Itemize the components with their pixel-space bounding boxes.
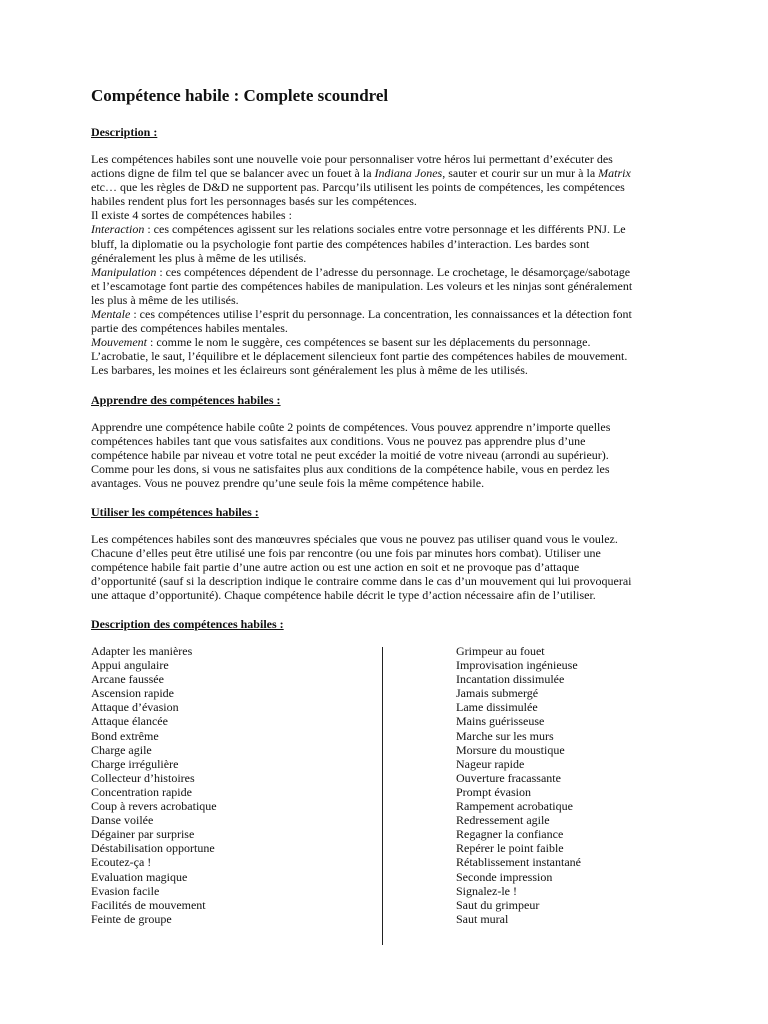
skill-item: Charge irrégulière	[91, 756, 179, 771]
skill-item: Signalez-le !	[456, 883, 517, 898]
skill-item: Feinte de groupe	[91, 911, 172, 926]
skill-item: Déstabilisation opportune	[91, 841, 215, 856]
text-line: partie des compétences habiles mentales.	[91, 321, 288, 336]
text-line: bluff, la diplomatie ou la psychologie font partie des compétences habiles d’interaction. Les bardes sont	[91, 236, 590, 251]
italic-term: Matrix	[598, 166, 631, 181]
skill-item: Repérer le point faible	[456, 841, 564, 856]
skill-item: Attaque élancée	[91, 714, 168, 729]
text-line: etc… que les règles de D&D ne supportent pas. Parcqu’ils utilisent les points de compétences, les compétences	[91, 180, 625, 195]
skill-item: Facilités de mouvement	[91, 897, 206, 912]
skill-item: Arcane faussée	[91, 672, 164, 687]
skill-item: Nageur rapide	[456, 756, 525, 771]
skill-item: Saut du grimpeur	[456, 897, 540, 912]
skill-item: Danse voilée	[91, 813, 154, 828]
skill-item: Prompt évasion	[456, 784, 531, 799]
text-line: et l’escamotage font partie des compétences habiles de manipulation. Les voleurs et les ninjas sont généralement	[91, 278, 633, 293]
italic-term: Interaction	[91, 222, 145, 237]
skill-item: Grimpeur au fouet	[456, 644, 545, 658]
text-line: Comme pour les dons, si vous ne satisfaites plus aux conditions de la compétence habile, vous en perdez les	[91, 462, 610, 477]
skill-item: Coup à revers acrobatique	[91, 799, 217, 814]
skill-item: Jamais submergé	[456, 686, 539, 701]
text-line: généralement les plus à même de les utilisés.	[91, 250, 307, 265]
description-heading: Description :	[91, 125, 158, 139]
skill-item: Improvisation ingénieuse	[456, 658, 578, 673]
skill-item: Marche sur les murs	[456, 728, 554, 743]
utiliser-heading: Utiliser les compétences habiles :	[91, 505, 259, 519]
text-line: Les barbares, les moines et les éclaireurs sont généralement les plus à même de les utilisés.	[91, 363, 528, 378]
text-line: Interaction : ces compétences agissent sur les relations sociales entre votre personnage et les différents PNJ. Le	[91, 222, 626, 237]
text-line: une attaque d’opportunité). Chaque compétence habile décrit le type d’action nécessaire afin de l’utiliser.	[91, 588, 596, 603]
text-line: Les compétences habiles sont des manœuvres spéciales que vous ne pouvez pas utiliser quand vous le voulez.	[91, 532, 618, 546]
italic-term: Mouvement	[91, 335, 147, 350]
skill-item: Ouverture fracassante	[456, 770, 561, 785]
skill-item: Rampement acrobatique	[456, 799, 573, 814]
italic-term: Indiana Jones	[374, 166, 443, 181]
skill-item: Seconde impression	[456, 869, 553, 884]
skill-item: Dégainer par surprise	[91, 827, 195, 842]
text-line: Il existe 4 sortes de compétences habiles :	[91, 208, 292, 223]
skill-item: Morsure du moustique	[456, 742, 565, 757]
description-paragraph	[91, 152, 691, 378]
skill-item: Attaque d’évasion	[91, 700, 179, 715]
text-line: L’acrobatie, le saut, l’équilibre et le déplacement silencieux font partie des compétences habiles de mouvement.	[91, 349, 628, 364]
italic-term: Manipulation	[91, 264, 157, 279]
text-line: Apprendre une compétence habile coûte 2 points de compétences. Vous pouvez apprendre n’importe quelles	[91, 420, 611, 434]
italic-term: Mentale	[91, 307, 131, 322]
skill-item: Concentration rapide	[91, 784, 192, 799]
skill-item: Adapter les manières	[91, 644, 193, 658]
apprendre-paragraph	[91, 420, 691, 490]
text-line: les plus à même de les utilisés.	[91, 292, 239, 307]
liste-heading: Description des compétences habiles :	[91, 617, 284, 631]
text-line: d’opportunité (sauf si la description indique le contraire comme dans le cas d’un mouvement qui lui provoquerai	[91, 574, 632, 589]
skill-item: Regagner la confiance	[456, 827, 564, 842]
skill-item: Evaluation magique	[91, 869, 188, 884]
page-title: Compétence habile : Complete scoundrel	[91, 86, 389, 105]
skill-item: Appui angulaire	[91, 658, 169, 673]
text-line: compétence habile fait partie d’une autre action ou est une action en soit et ne provoque pas d’attaque	[91, 560, 580, 575]
skills-list-right	[456, 644, 581, 926]
skill-item: Bond extrême	[91, 728, 159, 743]
column-divider	[382, 647, 383, 945]
text-line: avantages. Vous ne pouvez prendre qu’une seule fois la même compétence habile.	[91, 476, 485, 491]
text-line: Mouvement : comme le nom le suggère, ces compétences se basent sur les déplacements du personnage.	[91, 335, 591, 350]
text-line: Mentale : ces compétences utilise l’esprit du personnage. La concentration, les connaissances et la détection font	[91, 307, 632, 322]
text-line: Manipulation : ces compétences dépendent de l’adresse du personnage. Le crochetage, le désamorçage/sabotage	[91, 264, 631, 279]
skill-item: Ecoutez-ça !	[91, 855, 152, 870]
text-line: compétences habiles tant que vous satisfaites aux conditions. Vous ne pouvez pas apprendre plus d’une	[91, 434, 586, 449]
utiliser-paragraph	[91, 532, 691, 602]
text-line: Les compétences habiles sont une nouvelle voie pour personnaliser votre héros lui permettant d’exécuter des	[91, 152, 613, 166]
skill-item: Rétablissement instantané	[456, 855, 581, 870]
apprendre-heading: Apprendre des compétences habiles :	[91, 393, 281, 407]
skill-item: Charge agile	[91, 742, 152, 757]
text-line: compétence habile par niveau et votre total ne peut excéder la moitié de votre niveau (arrondi au supérieur).	[91, 448, 609, 463]
skill-item: Redressement agile	[456, 813, 550, 828]
skill-item: Mains guérisseuse	[456, 714, 545, 729]
skill-item: Evasion facile	[91, 883, 160, 898]
skill-item: Lame dissimulée	[456, 700, 538, 715]
text-line: Chacune d’elles peut être utilisé une fois par rencontre (ou une fois par minutes hors combat). Utiliser une	[91, 546, 601, 561]
skills-list-left	[91, 644, 217, 926]
text-line: habiles rendent plus fort les personnages basés sur les compétences.	[91, 194, 417, 209]
skill-item: Incantation dissimulée	[456, 672, 565, 687]
text-line: actions digne de film tel que se balancer avec un fouet à la Indiana Jones, sauter et courir sur un mur à la Matrix	[91, 166, 631, 181]
skill-item: Ascension rapide	[91, 686, 174, 701]
skill-item: Collecteur d’histoires	[91, 770, 195, 785]
skill-item: Saut mural	[456, 911, 509, 926]
